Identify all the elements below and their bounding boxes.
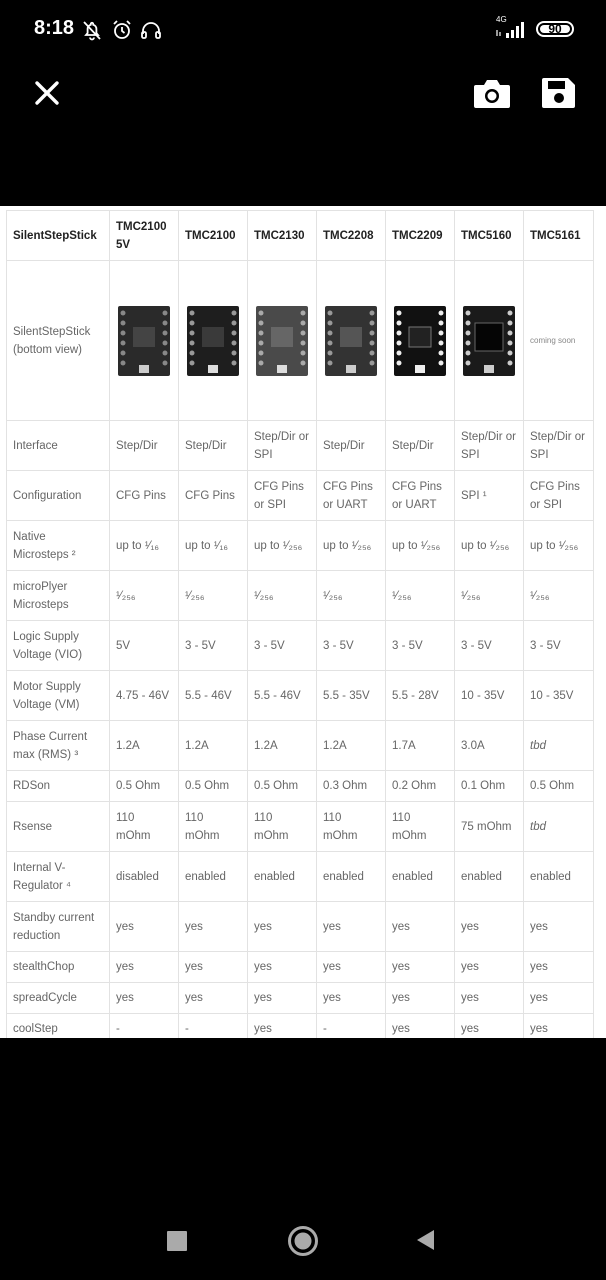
table-cell: -: [110, 1014, 179, 1039]
table-cell: yes: [248, 952, 317, 983]
table-cell: yes: [386, 952, 455, 983]
table-cell: 1.2A: [317, 721, 386, 771]
table-cell: enabled: [317, 852, 386, 902]
board-image: [393, 305, 447, 377]
column-header: TMC2208: [317, 211, 386, 261]
board-image: [324, 305, 378, 377]
row-label: RDSon: [7, 771, 110, 802]
table-cell: 10 - 35V: [455, 671, 524, 721]
board-image: [255, 305, 309, 377]
table-cell: 0.5 Ohm: [110, 771, 179, 802]
table-cell: yes: [524, 902, 594, 952]
table-cell: yes: [386, 902, 455, 952]
battery-indicator: [536, 21, 574, 37]
table-cell: 110 mOhm: [179, 802, 248, 852]
table-row: [7, 471, 594, 521]
table-cell: 3 - 5V: [386, 621, 455, 671]
table-cell: ¹⁄₂₅₆: [524, 571, 594, 621]
table-row: [7, 902, 594, 952]
table-cell: CFG Pins or UART: [317, 471, 386, 521]
network-type: 4G: [496, 15, 507, 24]
table-cell: 0.5 Ohm: [248, 771, 317, 802]
table-cell: yes: [179, 952, 248, 983]
table-cell: 3 - 5V: [524, 621, 594, 671]
row-label: SilentStepStick (bottom view): [7, 261, 110, 421]
table-cell: ¹⁄₂₅₆: [455, 571, 524, 621]
table-cell: 3 - 5V: [317, 621, 386, 671]
table-cell: yes: [110, 983, 179, 1014]
table-cell: 1.2A: [110, 721, 179, 771]
table-cell: CFG Pins or SPI: [524, 471, 594, 521]
table-row: [7, 952, 594, 983]
table-cell: 4.75 - 46V: [110, 671, 179, 721]
table-cell: yes: [179, 902, 248, 952]
table-cell: enabled: [524, 852, 594, 902]
table-cell: -: [317, 1014, 386, 1039]
table-cell: up to ¹⁄₁₆: [110, 521, 179, 571]
back-button[interactable]: [412, 1224, 438, 1259]
table-cell: yes: [317, 902, 386, 952]
coming-soon-label: coming soon: [524, 261, 594, 421]
table-cell: 75 mOhm: [455, 802, 524, 852]
table-cell: 3 - 5V: [455, 621, 524, 671]
table-cell: up to ¹⁄₁₆: [179, 521, 248, 571]
row-label: Logic Supply Voltage (VIO): [7, 621, 110, 671]
table-row: [7, 671, 594, 721]
row-label: Native Microsteps ²: [7, 521, 110, 571]
table-cell: ¹⁄₂₅₆: [386, 571, 455, 621]
table-cell: Step/Dir or SPI: [248, 421, 317, 471]
table-cell: enabled: [248, 852, 317, 902]
home-icon: [286, 1224, 320, 1258]
table-cell: 5.5 - 46V: [248, 671, 317, 721]
table-cell: 5V: [110, 621, 179, 671]
table-row: [7, 852, 594, 902]
notifications-off-icon: [80, 18, 104, 42]
table-cell: -: [179, 1014, 248, 1039]
table-cell: ¹⁄₂₅₆: [179, 571, 248, 621]
save-icon: [540, 75, 578, 111]
row-label: Standby current reduction: [7, 902, 110, 952]
corner-header: SilentStepStick: [7, 211, 110, 261]
home-button[interactable]: [286, 1224, 320, 1261]
board-image: [462, 305, 516, 377]
table-cell: ¹⁄₂₅₆: [317, 571, 386, 621]
table-row: [7, 521, 594, 571]
row-label: Rsense: [7, 802, 110, 852]
table-cell: yes: [110, 902, 179, 952]
alarm-icon: [110, 18, 134, 42]
table-cell: ¹⁄₂₅₆: [248, 571, 317, 621]
table-cell: yes: [248, 983, 317, 1014]
table-header-row: [7, 211, 594, 261]
table-cell: 1.2A: [248, 721, 317, 771]
table-cell: CFG Pins or SPI: [248, 471, 317, 521]
table-cell: 5.5 - 28V: [386, 671, 455, 721]
table-cell: 110 mOhm: [248, 802, 317, 852]
column-header: TMC2209: [386, 211, 455, 261]
table-cell: up to ¹⁄₂₅₆: [248, 521, 317, 571]
camera-icon: [472, 76, 512, 112]
table-cell: 3 - 5V: [179, 621, 248, 671]
table-cell: yes: [455, 1014, 524, 1039]
table-cell: yes: [110, 952, 179, 983]
table-cell: 0.2 Ohm: [386, 771, 455, 802]
column-header: TMC2100 5V: [110, 211, 179, 261]
navigation-bar: [0, 1200, 606, 1280]
table-row: [7, 802, 594, 852]
table-cell: 110 mOhm: [317, 802, 386, 852]
table-cell: yes: [455, 902, 524, 952]
table-cell: Step/Dir: [317, 421, 386, 471]
row-label: Internal V-Regulator ⁴: [7, 852, 110, 902]
table-cell: tbd: [524, 802, 594, 852]
table-cell: enabled: [386, 852, 455, 902]
column-header: TMC5161: [524, 211, 594, 261]
table-cell: SPI ¹: [455, 471, 524, 521]
table-cell: yes: [524, 983, 594, 1014]
table-cell: yes: [455, 983, 524, 1014]
table-row: [7, 571, 594, 621]
headset-icon: [139, 18, 163, 42]
row-label: Configuration: [7, 471, 110, 521]
table-cell: up to ¹⁄₂₅₆: [455, 521, 524, 571]
table-row: [7, 721, 594, 771]
table-row: [7, 421, 594, 471]
table-cell: yes: [524, 952, 594, 983]
row-label: stealthChop: [7, 952, 110, 983]
table-cell: Step/Dir or SPI: [524, 421, 594, 471]
table-cell: tbd: [524, 721, 594, 771]
close-icon: [30, 76, 64, 110]
status-bar: [0, 0, 606, 60]
save-button[interactable]: [540, 75, 578, 111]
table-cell: 110 mOhm: [386, 802, 455, 852]
table-cell: CFG Pins: [110, 471, 179, 521]
table-cell: enabled: [179, 852, 248, 902]
signal-icon: [494, 20, 528, 40]
close-button[interactable]: [30, 76, 64, 110]
table-cell: yes: [179, 983, 248, 1014]
row-label: Phase Current max (RMS) ³: [7, 721, 110, 771]
table-cell: up to ¹⁄₂₅₆: [317, 521, 386, 571]
spec-table: [6, 210, 594, 1038]
battery-level: 90: [548, 22, 562, 36]
column-header: TMC2130: [248, 211, 317, 261]
table-cell: CFG Pins or UART: [386, 471, 455, 521]
table-row: [7, 1014, 594, 1039]
status-time: 8:18: [34, 17, 75, 39]
table-cell: yes: [317, 952, 386, 983]
table-cell: 0.1 Ohm: [455, 771, 524, 802]
row-label: Interface: [7, 421, 110, 471]
table-cell: yes: [248, 1014, 317, 1039]
table-cell: 5.5 - 46V: [179, 671, 248, 721]
column-header: TMC2100: [179, 211, 248, 261]
board-image: [117, 305, 171, 377]
table-cell: Step/Dir or SPI: [455, 421, 524, 471]
table-row: [7, 983, 594, 1014]
table-cell: CFG Pins: [179, 471, 248, 521]
image-row: [7, 261, 594, 421]
table-cell: yes: [248, 902, 317, 952]
table-cell: 0.3 Ohm: [317, 771, 386, 802]
back-icon: [412, 1224, 438, 1256]
table-row: [7, 771, 594, 802]
table-cell: yes: [524, 1014, 594, 1039]
table-cell: 0.5 Ohm: [179, 771, 248, 802]
table-cell: yes: [386, 983, 455, 1014]
table-cell: up to ¹⁄₂₅₆: [386, 521, 455, 571]
table-cell: 3 - 5V: [248, 621, 317, 671]
board-image: [186, 305, 240, 377]
table-cell: 3.0A: [455, 721, 524, 771]
camera-button[interactable]: [472, 76, 512, 112]
table-cell: 110 mOhm: [110, 802, 179, 852]
table-cell: yes: [317, 983, 386, 1014]
table-cell: ¹⁄₂₅₆: [110, 571, 179, 621]
table-row: [7, 621, 594, 671]
table-cell: yes: [386, 1014, 455, 1039]
recents-icon: [164, 1224, 190, 1256]
table-cell: up to ¹⁄₂₅₆: [524, 521, 594, 571]
row-label: Motor Supply Voltage (VM): [7, 671, 110, 721]
row-label: coolStep: [7, 1014, 110, 1039]
recents-button[interactable]: [164, 1224, 190, 1259]
table-cell: 0.5 Ohm: [524, 771, 594, 802]
table-cell: Step/Dir: [179, 421, 248, 471]
column-header: TMC5160: [455, 211, 524, 261]
table-cell: disabled: [110, 852, 179, 902]
table-cell: 1.7A: [386, 721, 455, 771]
table-cell: Step/Dir: [110, 421, 179, 471]
image-view[interactable]: [0, 206, 606, 1038]
row-label: spreadCycle: [7, 983, 110, 1014]
table-cell: enabled: [455, 852, 524, 902]
row-label: microPlyer Microsteps: [7, 571, 110, 621]
table-cell: 10 - 35V: [524, 671, 594, 721]
table-cell: yes: [455, 952, 524, 983]
table-cell: 1.2A: [179, 721, 248, 771]
table-cell: 5.5 - 35V: [317, 671, 386, 721]
table-cell: Step/Dir: [386, 421, 455, 471]
